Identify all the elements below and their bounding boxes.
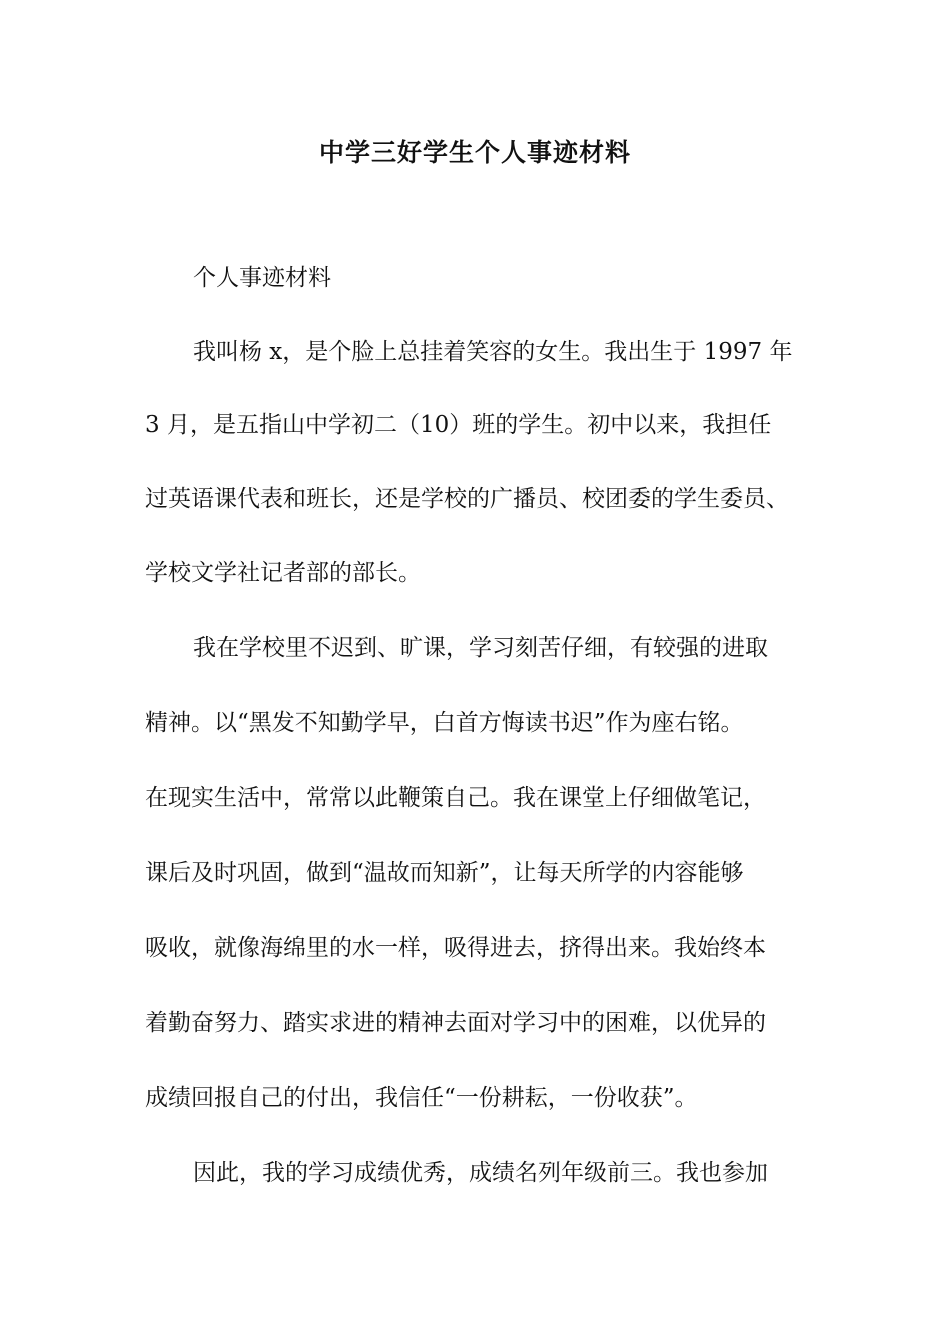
section-heading: 个人事迹材料	[193, 265, 331, 291]
paragraph-line: 着勤奋努力、踏实求进的精神去面对学习中的困难，以优异的	[145, 1010, 766, 1036]
paragraph-line: 吸收，就像海绵里的水一样，吸得进去，挤得出来。我始终本	[145, 935, 766, 961]
paragraph-line: 精神。以“黑发不知勤学早，白首方悔读书迟”作为座右铭。	[145, 710, 744, 736]
paragraph-line: 在现实生活中，常常以此鞭策自己。我在课堂上仔细做笔记，	[145, 785, 766, 811]
paragraph-line: 我叫杨 x，是个脸上总挂着笑容的女生。我出生于 1997 年	[193, 339, 793, 365]
paragraph-line: 课后及时巩固，做到“温故而知新”，让每天所学的内容能够	[145, 860, 744, 886]
paragraph-line: 成绩回报自己的付出，我信任“一份耕耘，一份收获”。	[145, 1085, 698, 1111]
paragraph-line: 因此，我的学习成绩优秀，成绩名列年级前三。我也参加	[193, 1160, 768, 1186]
paragraph-line: 学校文学社记者部的部长。	[145, 560, 421, 586]
paragraph-line: 过英语课代表和班长，还是学校的广播员、校团委的学生委员、	[145, 486, 789, 512]
document-title: 中学三好学生个人事迹材料	[318, 138, 631, 167]
paragraph-line: 3 月，是五指山中学初二（10）班的学生。初中以来，我担任	[145, 412, 772, 438]
paragraph-line: 我在学校里不迟到、旷课，学习刻苦仔细，有较强的进取	[193, 635, 768, 661]
